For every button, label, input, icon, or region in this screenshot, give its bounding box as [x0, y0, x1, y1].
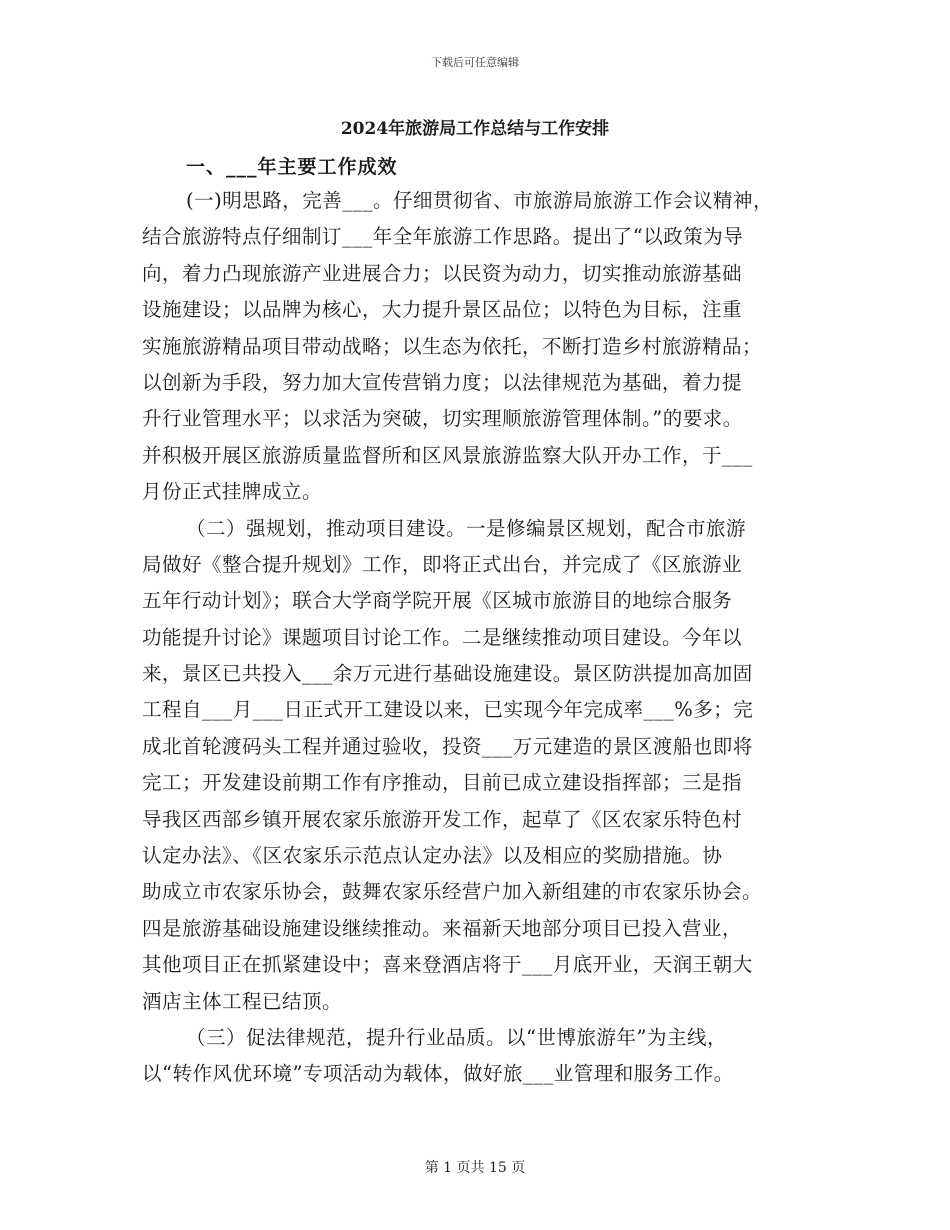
body-line: 来，景区已共投入___余万元进行基础设施建设。景区防洪提加高加固	[142, 662, 753, 686]
body-line: 结合旅游特点仔细制订___年全年旅游工作思路。提出了“以政策为导	[142, 225, 744, 249]
body-line: 实施旅游精品项目带动战略；以生态为依托，不断打造乡村旅游精品；	[142, 334, 763, 358]
body-line: 其他项目正在抓紧建设中；喜来登酒店将于___月底开业，天润王朝大	[142, 953, 753, 977]
body-line: 以“转作风优环境”专项活动为载体，做好旅___业管理和服务工作。	[142, 1062, 734, 1086]
body-line: 并积极开展区旅游质量监督所和区风景旅游监察大队开办工作，于___	[142, 443, 753, 467]
body-line: （三）促法律规范，提升行业品质。以“世博旅游年”为主线，	[186, 1025, 727, 1049]
page-header-note: 下载后可任意编辑	[431, 56, 519, 69]
section-heading: 一、___年主要工作成效	[186, 156, 398, 178]
body-line: 成北首轮渡码头工程并通过验收，投资___万元建造的景区渡船也即将	[142, 734, 753, 758]
body-line: 五年行动计划》；联合大学商学院开展《区城市旅游目的地综合服务	[142, 589, 733, 613]
body-line: 酒店主体工程已结顶。	[142, 989, 343, 1013]
body-line: 向，着力凸现旅游产业进展合力；以民资为动力，切实推动旅游基础	[142, 261, 743, 285]
body-line: 设施建设；以品牌为核心，大力提升景区品位；以特色为目标，注重	[142, 298, 743, 322]
body-line: 局做好《整合提升规划》工作，即将正式出台，并完成了《区旅游业	[142, 552, 743, 576]
document-body	[142, 183, 814, 1093]
body-line: 工程自___月___日正式开工建设以来，已实现今年完成率___%多；完	[142, 698, 754, 722]
body-line: 导我区西部乡镇开展农家乐旅游开发工作，起草了《区农家乐特色村	[142, 807, 743, 831]
body-line: 功能提升讨论》课题项目讨论工作。二是继续推动项目建设。今年以	[142, 625, 743, 649]
body-line: 升行业管理水平；以求活为突破，切实理顺旅游管理体制。”的要求。	[142, 407, 743, 431]
body-line: （二）强规划，推动项目建设。一是修编景区规划，配合市旅游	[186, 516, 747, 540]
body-line: 四是旅游基础设施建设继续推动。来福新天地部分项目已投入营业，	[142, 916, 743, 940]
body-line: 以创新为手段，努力加大宣传营销力度；以法律规范为基础，着力提	[142, 370, 743, 394]
body-line: (一)明思路，完善___。仔细贯彻省、市旅游局旅游工作会议精神，	[186, 189, 773, 212]
body-line: 月份正式挂牌成立。	[142, 480, 323, 504]
body-line: 助成立市农家乐协会，鼓舞农家乐经营户加入新组建的市农家乐协会。	[142, 880, 763, 904]
page-number: 第 1 页共 15 页	[424, 1160, 526, 1176]
body-line: 完工；开发建设前期工作有序推动，目前已成立建设指挥部；三是指	[142, 771, 743, 795]
body-line: 认定办法》、《区农家乐示范点认定办法》以及相应的奖励措施。协	[142, 844, 723, 868]
document-title: 2024年旅游局工作总结与工作安排	[340, 119, 610, 139]
